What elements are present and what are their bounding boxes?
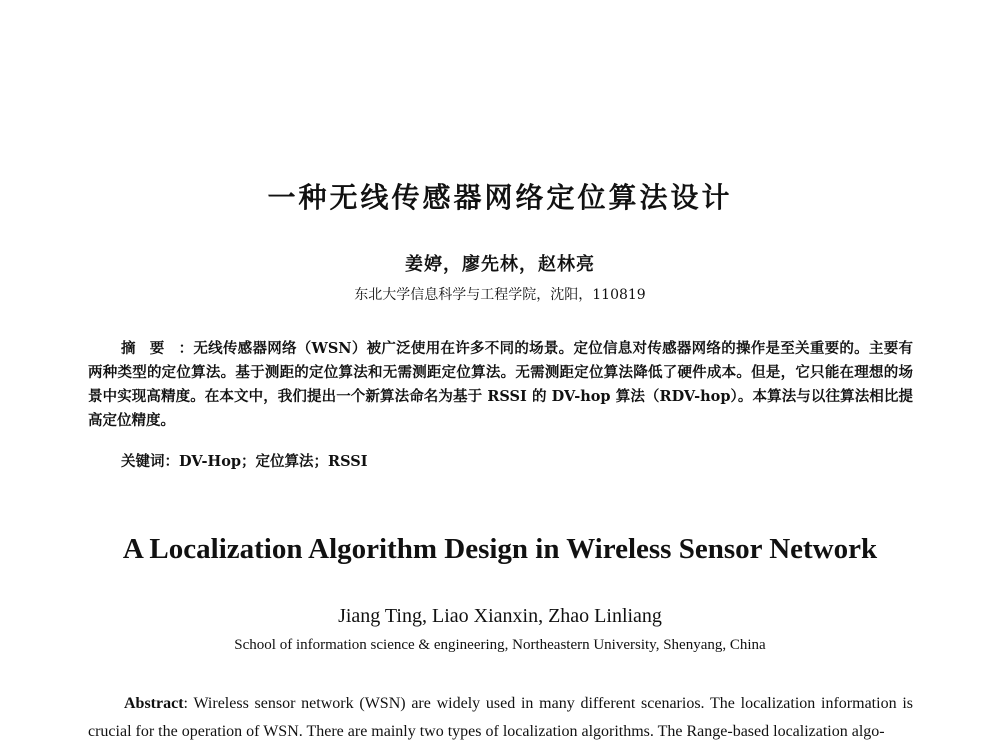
chinese-keywords-text: ：DV-Hop；定位算法；RSSI <box>164 453 368 470</box>
chinese-keywords-label: 关键词 <box>121 453 165 470</box>
english-abstract <box>88 690 913 746</box>
chinese-keywords <box>121 450 368 471</box>
english-abstract-label: Abstract <box>124 695 184 712</box>
chinese-abstract <box>88 337 913 433</box>
chinese-abstract-label: 摘要 <box>121 340 179 357</box>
english-title: A Localization Algorithm Design in Wireless Sensor Network <box>122 533 878 565</box>
chinese-authors: 姜婷，廖先林，赵林亮 <box>405 254 595 275</box>
chinese-title: 一种无线传感器网络定位算法设计 <box>267 181 733 214</box>
chinese-abstract-text: ：无线传感器网络（WSN）被广泛使用在许多不同的场景。定位信息对传感器网络的操作是至关重要的。主要有两种类型的定位算法。基于测距的定位算法和无需测距定位算法。无需测距定位算法降低了硬件成本。但是，它只能在理想的场景中实现高精度。在本文中，我们提出一个新算法命名为基于 RSSI 的 DV-hop 算法（RDV-hop）。本算法与以往算法相比提高定位精度。 <box>88 340 914 429</box>
english-authors: Jiang Ting, Liao Xianxin, Zhao Linliang <box>338 605 662 627</box>
chinese-affiliation: 东北大学信息科学与工程学院，沈阳，110819 <box>354 287 646 303</box>
english-abstract-text: : Wireless sensor network (WSN) are widely used in many different scenarios. The localization information is crucial for the operation of WSN. There are mainly two types of localization algorithms. The Range-based localization algo- <box>88 695 913 740</box>
english-affiliation: School of information science & engineering, Northeastern University, Shenyang, China <box>234 637 766 653</box>
